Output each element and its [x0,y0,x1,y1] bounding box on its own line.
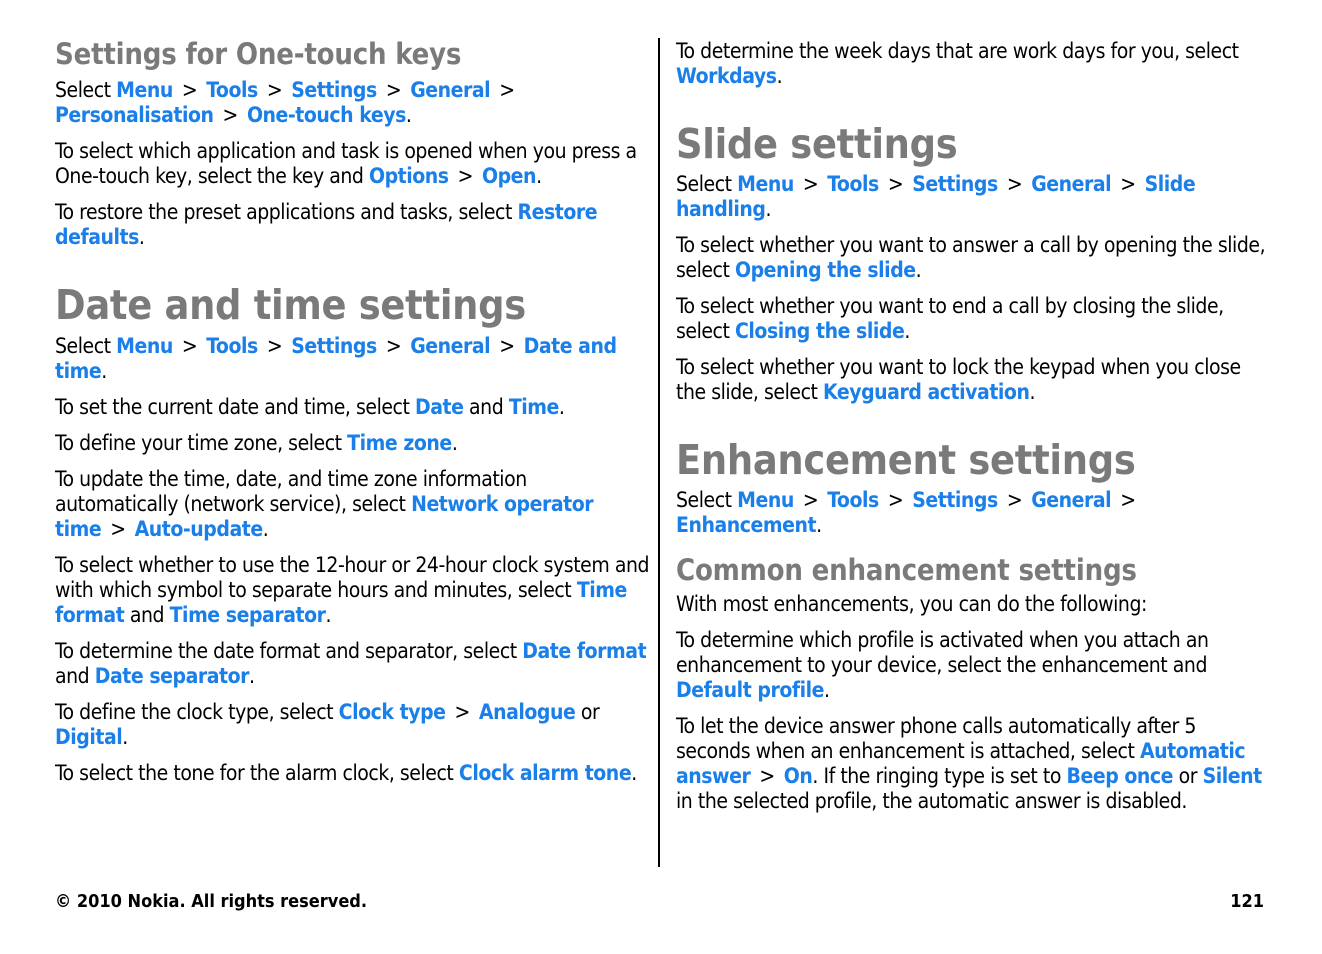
separator: > [802,488,819,512]
text: To define your time zone, select [55,431,348,455]
heading-slide-settings: Slide settings [676,120,958,168]
text: and [463,395,509,419]
separator: > [222,103,238,127]
separator: > [887,488,904,512]
paragraph-set-date-time [55,395,650,420]
link-silent[interactable]: Silent [1202,764,1262,788]
text: . [824,678,830,702]
paragraph-slide-path [676,172,1271,222]
link-settings[interactable]: Settings [291,334,377,358]
separator: > [1120,488,1136,512]
paragraph-time-zone [55,431,650,456]
paragraph-enhancement-path [676,488,1271,538]
text: . [451,431,458,455]
text: To select whether you want to lock the keypad when you close the slide, select [676,355,1241,404]
link-workdays[interactable]: Workdays [676,64,777,88]
separator: > [266,78,283,102]
text: Select [676,172,738,196]
link-date[interactable]: Date [415,395,464,419]
link-beep-once[interactable]: Beep once [1066,764,1174,788]
text: To select whether you want to answer a call by opening the slide, select [676,233,1266,282]
separator: > [1006,488,1023,512]
paragraph-default-profile [676,628,1271,703]
link-time-format[interactable]: Time format [55,578,627,627]
text: Select [55,78,117,102]
paragraph-date-path [55,334,650,384]
link-auto-update[interactable]: Auto-update [134,517,263,541]
footer-copyright: © 2010 Nokia. All rights reserved. [55,891,368,912]
heading-enhancement-settings: Enhancement settings [676,436,1136,484]
paragraph-alarm-tone [55,761,650,786]
link-tools[interactable]: Tools [206,334,258,358]
link-settings[interactable]: Settings [291,78,377,102]
text: To let the device answer phone calls automatically after 5 seconds when an enhancement is attached, select [676,714,1196,763]
paragraph-one-touch-restore [55,200,650,250]
link-open[interactable]: Open [482,164,537,188]
link-general[interactable]: General [1031,172,1112,196]
text: . [262,517,269,541]
separator: > [181,78,198,102]
text: . [631,761,637,785]
text: To select whether you want to end a call by closing the slide, select [676,294,1224,343]
text: . [249,664,255,688]
left-column [55,36,650,797]
paragraph-closing-slide [676,294,1271,344]
text: To determine the date format and separator, select [55,639,523,663]
page-number: 121 [1230,891,1264,912]
text: To restore the preset applications and tasks, select [55,200,518,224]
link-settings[interactable]: Settings [912,488,998,512]
text: . [1029,380,1036,404]
text: . [405,103,412,127]
paragraph-date-format [55,639,650,689]
text: and [124,603,170,627]
text: To select which application and task is opened when you press a One-touch key, select the key and [55,139,637,188]
link-opening-the-slide[interactable]: Opening the slide [735,258,916,282]
heading-one-touch-keys: Settings for One-touch keys [55,37,462,71]
link-slide-handling[interactable]: Slide handling [676,172,1196,221]
text: . [816,513,822,537]
paragraph-auto-update [55,467,650,542]
link-general[interactable]: General [1031,488,1112,512]
text: To set the current date and time, select [55,395,415,419]
separator: > [499,334,515,358]
link-clock-alarm-tone[interactable]: Clock alarm tone [458,761,632,785]
link-one-touch-keys[interactable]: One-touch keys [246,103,406,127]
text: in the selected profile, the automatic answer is disabled. [676,789,1187,813]
link-network-operator-time[interactable]: Network operator time [55,492,594,541]
link-settings[interactable]: Settings [912,172,998,196]
separator: > [1006,172,1023,196]
text: . [101,359,107,383]
separator: > [759,764,775,788]
link-on[interactable]: On [783,764,813,788]
separator: > [385,334,402,358]
link-menu[interactable]: Menu [116,78,173,102]
paragraph-one-touch-select [55,139,650,189]
separator: > [1120,172,1136,196]
paragraph-clock-type [55,700,650,750]
link-menu[interactable]: Menu [737,488,794,512]
text: To determine which profile is activated when you attach an enhancement to your device, select the enhancement and [676,628,1209,677]
paragraph-most-enhancements [676,592,1271,617]
link-restore-defaults[interactable]: Restore defaults [55,200,598,249]
text: To determine the week days that are work days for you, select [676,39,1239,63]
text: To update the time, date, and time zone information automatically (network service), select [55,467,527,516]
text: Select [676,488,738,512]
paragraph-one-touch-path [55,78,650,128]
separator: > [110,517,126,541]
link-general[interactable]: General [410,334,491,358]
link-tools[interactable]: Tools [827,172,879,196]
heading-date-time-settings: Date and time settings [55,281,526,329]
paragraph-workdays [676,39,1271,89]
text: and [55,664,95,688]
heading-common-enhancement-settings: Common enhancement settings [676,553,1137,587]
text: . [138,225,145,249]
separator: > [887,172,904,196]
link-clock-type[interactable]: Clock type [338,700,446,724]
separator: > [266,334,283,358]
link-analogue[interactable]: Analogue [478,700,576,724]
text: . [765,197,772,221]
separator: > [454,700,470,724]
separator: > [499,78,515,102]
separator: > [385,78,402,102]
right-column [676,36,1271,825]
paragraph-clock-system [55,553,650,628]
text: . [558,395,565,419]
paragraph-automatic-answer [676,714,1271,814]
text: With most enhancements, you can do the following: [676,592,1147,616]
text: Select [55,334,117,358]
paragraph-keyguard [676,355,1271,405]
link-options[interactable]: Options [368,164,449,188]
text: To select the tone for the alarm clock, select [55,761,459,785]
text: To select whether to use the 12-hour or 24-hour clock system and with which symbol to separate hours and minutes, select [55,553,650,602]
text: To define the clock type, select [55,700,339,724]
text: . [325,603,332,627]
link-tools[interactable]: Tools [206,78,258,102]
column-divider [658,38,660,867]
link-date-separator[interactable]: Date separator [94,664,250,688]
text: . [536,164,542,188]
link-personalisation[interactable]: Personalisation [55,103,214,127]
text: or [1173,764,1203,788]
text: . [776,64,783,88]
link-menu[interactable]: Menu [116,334,173,358]
separator: > [802,172,819,196]
text: . [122,725,128,749]
link-date-and-time[interactable]: Date and time [55,334,617,383]
link-digital[interactable]: Digital [55,725,123,749]
link-time-zone[interactable]: Time zone [347,431,452,455]
link-keyguard-activation[interactable]: Keyguard activation [823,380,1030,404]
link-enhancement[interactable]: Enhancement [676,513,817,537]
link-closing-the-slide[interactable]: Closing the slide [735,319,905,343]
link-menu[interactable]: Menu [737,172,794,196]
separator: > [181,334,198,358]
link-time[interactable]: Time [508,395,559,419]
text: . [915,258,922,282]
text: . [904,319,910,343]
text: or [575,700,600,724]
link-default-profile[interactable]: Default profile [676,678,825,702]
link-general[interactable]: General [410,78,491,102]
link-time-separator[interactable]: Time separator [169,603,326,627]
paragraph-opening-slide [676,233,1271,283]
text: . If the ringing type is set to [812,764,1067,788]
link-automatic-answer[interactable]: Automatic answer [676,739,1246,788]
separator: > [457,164,473,188]
link-tools[interactable]: Tools [827,488,879,512]
link-date-format[interactable]: Date format [522,639,647,663]
